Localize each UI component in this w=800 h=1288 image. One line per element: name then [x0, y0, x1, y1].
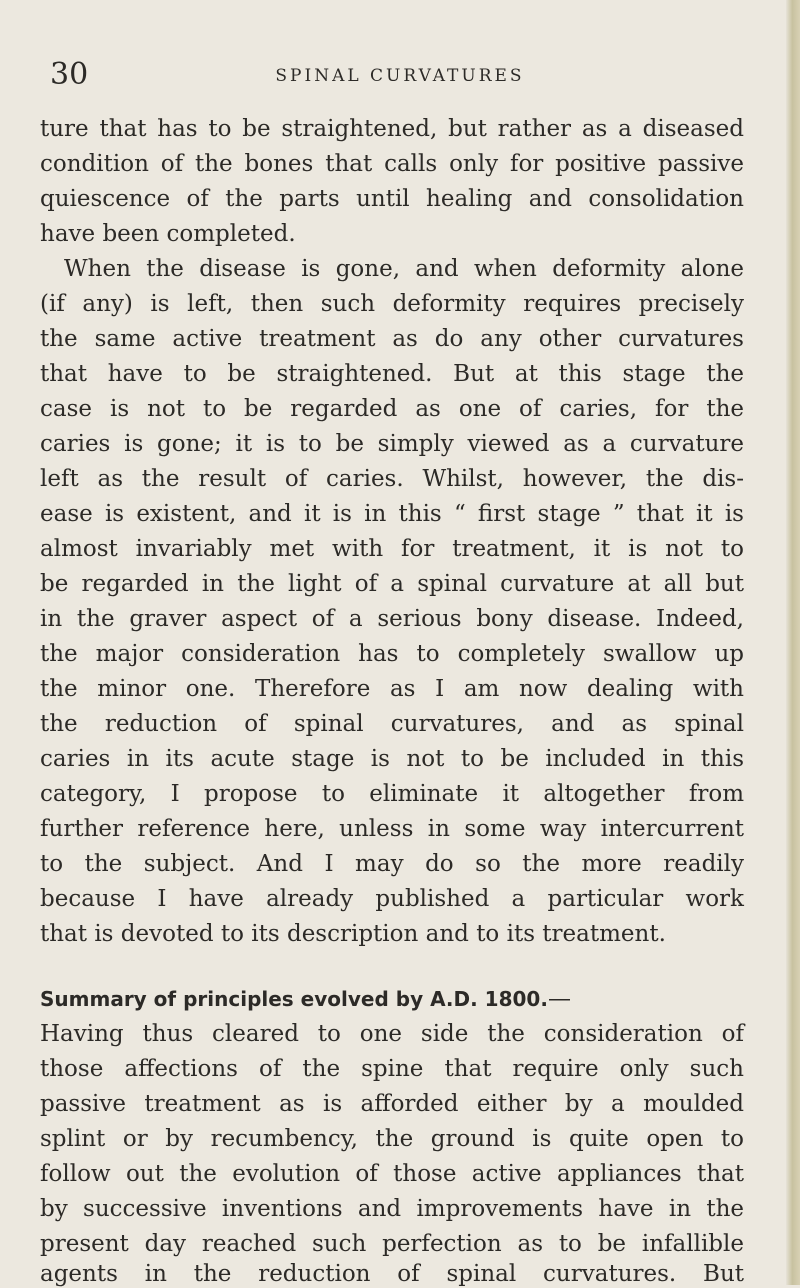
text-line: the reduction of spinal curvatures, and as spinal — [40, 711, 744, 737]
text-line: the major consideration has to completely swallow up — [40, 641, 744, 667]
text-line: have been completed. — [40, 221, 296, 247]
text-line: almost invariably met with for treatment, it is not to — [40, 536, 744, 562]
text-line: passive treatment as is afforded either by a moulded — [40, 1091, 744, 1117]
text-line: that have to be straightened. But at this stage the — [40, 361, 744, 387]
text-line: the same active treatment as do any other curvatures — [40, 326, 744, 352]
section-heading: Summary of principles evolved by A.D. 1800. — [40, 987, 548, 1011]
text-line: When the disease is gone, and when deformity alone — [64, 256, 744, 282]
text-line: because I have already published a particular work — [40, 886, 744, 912]
text-line: follow out the evolution of those active appliances that — [40, 1161, 744, 1187]
running-head: SPINAL CURVATURES — [275, 66, 525, 86]
text-line: those affections of the spine that require only such — [40, 1056, 744, 1082]
text-line: caries in its acute stage is not to be included in this — [40, 746, 744, 772]
text-line: by successive inventions and improvements have in the — [40, 1196, 744, 1222]
text-line: the minor one. Therefore as I am now dealing with — [40, 676, 744, 702]
text-line: ease is existent, and it is in this “ first stage ” that it is — [40, 501, 744, 527]
page-edge-shadow — [786, 0, 800, 1285]
text-line: case is not to be regarded as one of caries, for the — [40, 396, 744, 422]
section-heading-line — [40, 985, 744, 1013]
text-line: splint or by recumbency, the ground is quite open to — [40, 1126, 744, 1152]
text-line: that is devoted to its description and to its treatment. — [40, 921, 666, 947]
text-line: to the subject. And I may do so the more readily — [40, 851, 744, 877]
text-line: category, I propose to eliminate it altogether from — [40, 781, 744, 807]
text-line: be regarded in the light of a spinal curvature at all but — [40, 571, 744, 597]
text-line: Having thus cleared to one side the consideration of — [40, 1021, 744, 1047]
text-line: caries is gone; it is to be simply viewed as a curvature — [40, 431, 744, 457]
text-line: (if any) is left, then such deformity requires precisely — [40, 291, 744, 317]
heading-dash: — — [547, 986, 571, 1012]
text-line: condition of the bones that calls only for positive passive — [40, 151, 744, 177]
page-number: 30 — [50, 57, 89, 92]
page-header — [50, 58, 750, 98]
text-line: quiescence of the parts until healing and consolidation — [40, 186, 744, 212]
text-line: ture that has to be straightened, but rather as a diseased — [40, 116, 744, 142]
text-line: further reference here, unless in some way intercurrent — [40, 816, 744, 842]
text-line: in the graver aspect of a serious bony disease. Indeed, — [40, 606, 744, 632]
text-line: left as the result of caries. Whilst, however, the dis- — [40, 466, 744, 492]
text-line: present day reached such perfection as to be infallible — [40, 1231, 744, 1257]
text-line: agents in the reduction of spinal curvatures. But — [40, 1261, 744, 1287]
